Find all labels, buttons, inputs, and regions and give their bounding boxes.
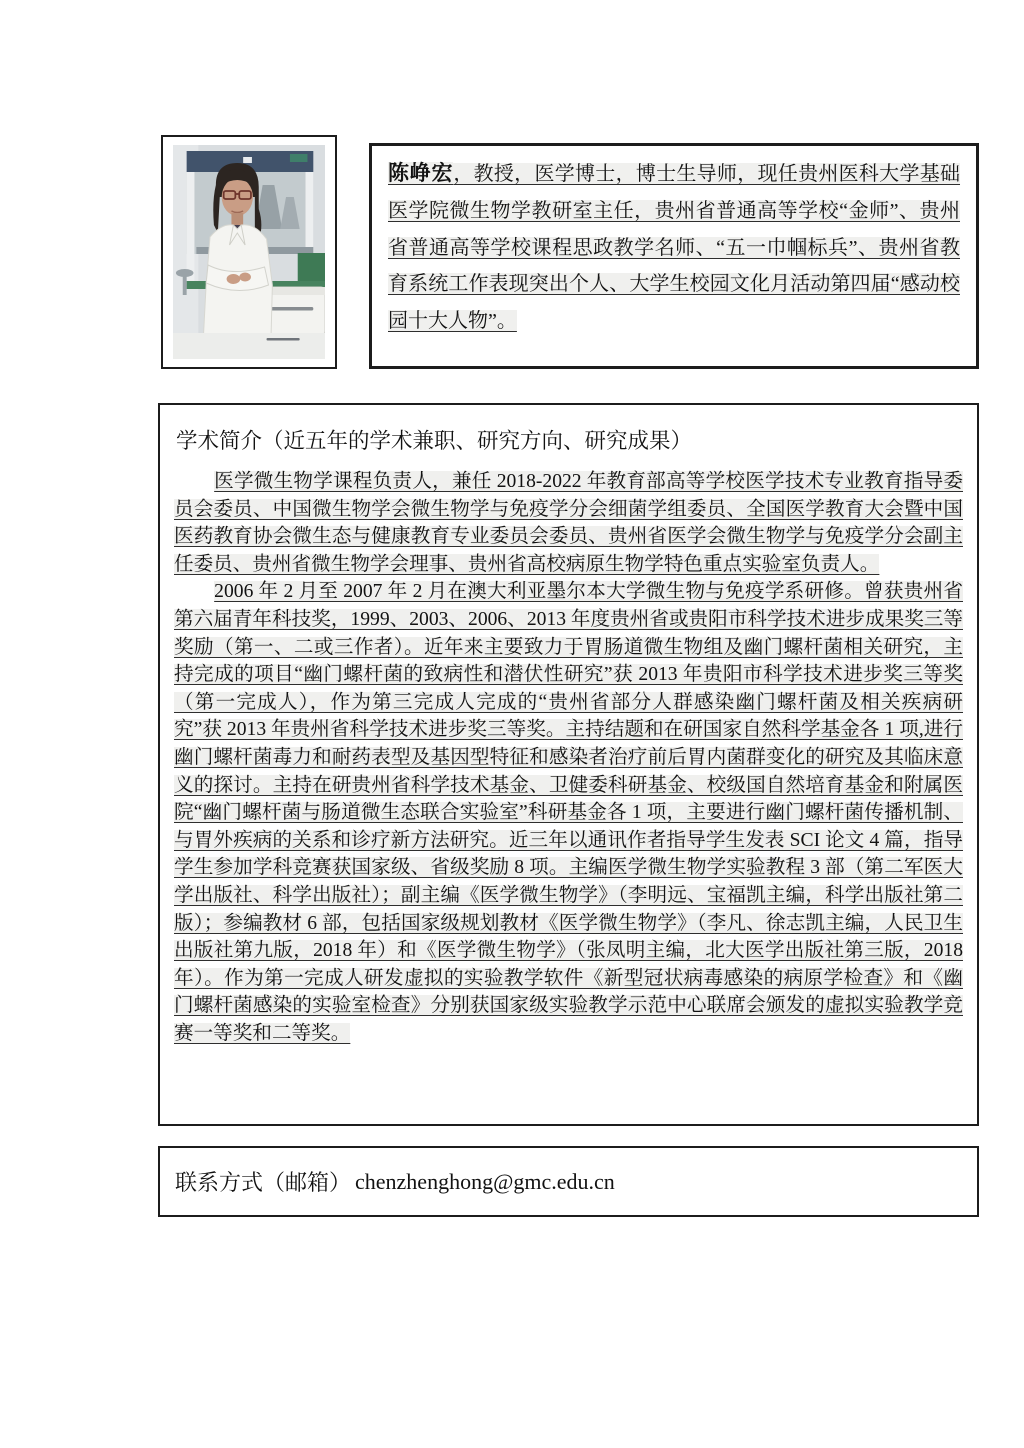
profile-photo (173, 145, 325, 359)
academic-paragraph-2-text: 2006 年 2 月至 2007 年 2 月在澳大利亚墨尔本大学微生物与免疫学系研修。曾获贵州省第六届青年科技奖，1999、2003、2006、2013 年度贵州省或贵阳市科学技术进步成果奖三等奖励（第一、二或三作者）。近年来主要致力于胃肠道微生物组及幽门螺杆菌相关研究，主持完成的项目“幽门螺杆菌的致病性和潜伏性研究”获 2013 年贵阳市科学技术进步奖三等奖（第一完成人），作为第三完成人完成的“贵州省部分人群感染幽门螺杆菌及相关疾病研究”获 2013 年贵州省科学技术进步奖三等奖。主持结题和在研国家自然科学基金各 1 项,进行幽门螺杆菌毒力和耐药表型及基因型特征和感染者治疗前后胃内菌群变化的研究及其临床意义的探讨。主持在研贵州省科学技术基金、卫健委科研基金、校级国自然培育基金和附属医院“幽门螺杆菌与肠道微生态联合实验室”科研基金各 1 项，主要进行幽门螺杆菌传播机制、与胃外疾病的关系和诊疗新方法研究。近三年以通讯作者指导学生发表 SCI 论文 4 篇，指导学生参加学科竞赛获国家级、省级奖励 8 项。主编医学微生物学实验教程 3 部（第二军医大学出版社、科学出版社）；副主编《医学微生物学》（李明远、宝福凯主编，科学出版社第二版）；参编教材 6 部，包括国家级规划教材《医学微生物学》（李凡、徐志凯主编，人民卫生出版社第九版，2018 年）和《医学微生物学》（张凤明主编，北大医学出版社第三版，2018 年）。作为第一完成人研发虚拟的实验教学软件《新型冠状病毒感染的病原学检查》和《幽门螺杆菌感染的实验室检查》分别获国家级实验教学示范中心联席会颁发的虚拟实验教学竞赛一等奖和二等奖。 (174, 581, 963, 1044)
academic-title: 学术简介（近五年的学术兼职、研究方向、研究成果） (176, 429, 693, 453)
academic-paragraph-1 (174, 468, 963, 578)
hand-2 (239, 273, 251, 282)
hand (227, 274, 241, 284)
stool-leg (183, 273, 187, 295)
foreground-table (173, 333, 325, 359)
cabinet-label (290, 154, 308, 162)
cabinet-post-left (187, 172, 195, 284)
pen (267, 338, 300, 341)
intro-box (369, 143, 979, 369)
cabinet-display (243, 157, 252, 163)
academic-paragraph-2 (174, 578, 963, 1047)
contact-box (158, 1146, 979, 1217)
academic-box (158, 403, 979, 1126)
face (222, 178, 253, 216)
intro-paragraph (388, 156, 960, 340)
intro-text: ，教授，医学博士，博士生导师，现任贵州医科大学基础医学院微生物学教研室主任，贵州省普通高等学校“金师”、贵州省普通高等学校课程思政教学名师、“五一巾帼标兵”、贵州省教育系统工作表现突出个人、大学生校园文化月活动第四届“感动校园十大人物”。 (388, 163, 961, 333)
contact-email: chenzhenghong@gmc.edu.cn (355, 1168, 615, 1194)
photo-frame (161, 135, 337, 369)
person-name: 陈峥宏 (388, 162, 454, 185)
academic-paragraph-1-text: 医学微生物学课程负责人，兼任 2018-2022 年教育部高等学校医学技术专业教育指导委员会委员、中国微生物学会微生物学与免疫学分会细菌学组委员、全国医学教育大会暨中国医药教育协会微生态与健康教育专业委员会委员、贵州省医学会微生物学与免疫学分会副主任委员、贵州省微生物学会理事、贵州省高校病原生物学特色重点实验室负责人。 (174, 471, 963, 575)
neck (231, 213, 243, 225)
contact-label: 联系方式（邮箱） (175, 1170, 352, 1195)
